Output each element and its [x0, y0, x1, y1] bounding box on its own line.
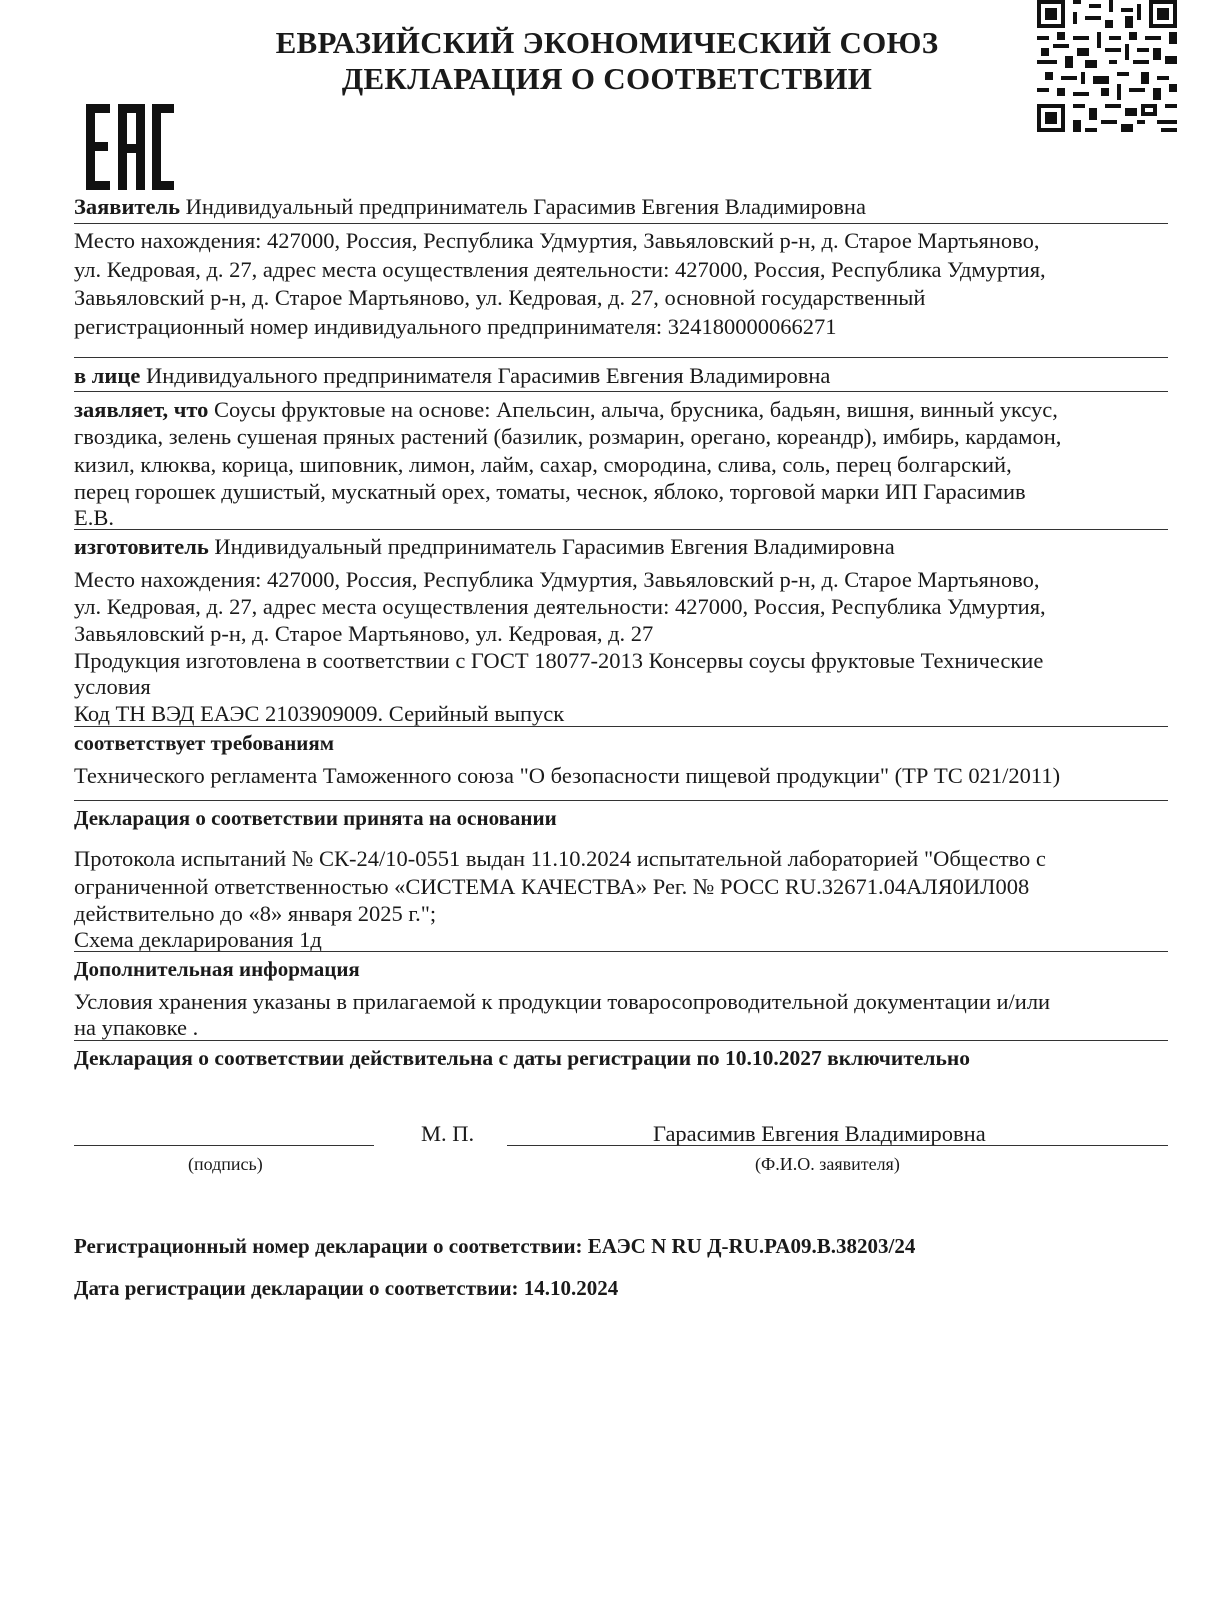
represented-by-label: в лице	[74, 363, 141, 388]
registration-number: Регистрационный номер декларации о соответствии: ЕАЭС N RU Д-RU.PA09.B.38203/24	[74, 1234, 916, 1258]
divider	[74, 357, 1168, 358]
header-line-2: ДЕКЛАРАЦИЯ О СООТВЕТСТВИИ	[341, 61, 873, 96]
represented-by-line	[74, 362, 830, 390]
name-line	[507, 1145, 1168, 1146]
manufacturer-line-5: условия	[74, 674, 151, 699]
additional-line-1: Условия хранения указаны в прилагаемой к продукции товаросопроводительной документации и/или	[74, 989, 1051, 1014]
registration-date: Дата регистрации декларации о соответствии: 14.10.2024	[74, 1276, 619, 1300]
signature-line	[74, 1145, 374, 1146]
divider	[74, 800, 1168, 801]
additional-line-2: на упаковке .	[74, 1015, 199, 1040]
basis-line-1: Протокола испытаний № СК-24/10-0551 выдан 11.10.2024 испытательной лабораторией "Общество с	[74, 846, 1046, 871]
applicant-value: Индивидуальный предприниматель Гарасимив Евгения Владимировна	[185, 194, 866, 219]
applicant-address-4: регистрационный номер индивидуального предпринимателя: 324180000066271	[74, 314, 837, 339]
conforms-label: соответствует требованиям	[74, 731, 335, 755]
divider	[74, 529, 1168, 530]
divider	[74, 223, 1168, 224]
applicant-address-3: Завьяловский р-н, д. Старое Мартьяново, ул. Кедровая, д. 27, основной государственный	[74, 285, 926, 310]
basis-line-3: действительно до «8» января 2025 г.";	[74, 901, 437, 926]
divider	[74, 1040, 1168, 1041]
stamp-label: М. П.	[421, 1121, 475, 1146]
basis-line-4: Схема декларирования 1д	[74, 927, 322, 952]
declares-value-1: Соусы фруктовые на основе: Апельсин, алыча, брусника, бадьян, вишня, винный уксус,	[214, 397, 1058, 422]
conforms-value: Технического регламента Таможенного союза "О безопасности пищевой продукции" (ТР ТС 021/2011)	[74, 763, 1061, 788]
manufacturer-line-2: ул. Кедровая, д. 27, адрес места осуществления деятельности: 427000, Россия, Республика Удмуртия,	[74, 594, 1046, 619]
name-caption: (Ф.И.О. заявителя)	[755, 1154, 900, 1174]
basis-label: Декларация о соответствии принята на основании	[74, 806, 557, 830]
signatory-name: Гарасимив Евгения Владимировна	[653, 1121, 986, 1146]
manufacturer-line-4: Продукция изготовлена в соответствии с ГОСТ 18077-2013 Консервы соусы фруктовые Технические	[74, 648, 1044, 673]
divider	[74, 726, 1168, 727]
basis-line-2: ограниченной ответственностью «СИСТЕМА КАЧЕСТВА» Рег. № РОСС RU.32671.04АЛЯ0ИЛ008	[74, 874, 1030, 899]
manufacturer-value: Индивидуальный предприниматель Гарасимив Евгения Владимировна	[214, 534, 895, 559]
declares-line-4: перец горошек душистый, мускатный орех, томаты, чеснок, яблоко, торговой марки ИП Гарасимив	[74, 479, 1026, 504]
declares-line-1	[74, 396, 1058, 424]
eac-logo-icon	[86, 104, 174, 190]
declares-line-2: гвоздика, зелень сушеная пряных растений (базилик, розмарин, орегано, кореандр), имбирь, кардамон,	[74, 424, 1062, 449]
applicant-line	[74, 193, 866, 221]
declares-label: заявляет, что	[74, 397, 209, 422]
divider	[74, 391, 1168, 392]
manufacturer-line-1: Место нахождения: 427000, Россия, Республика Удмуртия, Завьяловский р-н, д. Старое Мартьяново,	[74, 567, 1040, 592]
applicant-address-2: ул. Кедровая, д. 27, адрес места осуществления деятельности: 427000, Россия, Республика Удмуртия,	[74, 257, 1046, 282]
additional-label: Дополнительная информация	[74, 957, 360, 981]
manufacturer-label: изготовитель	[74, 534, 209, 559]
qr-code-icon	[1037, 0, 1177, 132]
declares-line-3: кизил, клюква, корица, шиповник, лимон, лайм, сахар, смородина, слива, соль, перец болгарский,	[74, 452, 1012, 477]
represented-by-value: Индивидуального предпринимателя Гарасимив Евгения Владимировна	[145, 363, 831, 388]
applicant-address-1: Место нахождения: 427000, Россия, Республика Удмуртия, Завьяловский р-н, д. Старое Мартьяново,	[74, 228, 1040, 253]
validity-statement: Декларация о соответствии действительна с даты регистрации по 10.10.2027 включительно	[74, 1046, 970, 1070]
manufacturer-line-6: Код ТН ВЭД ЕАЭС 2103909009. Серийный выпуск	[74, 701, 565, 726]
divider	[74, 951, 1168, 952]
manufacturer-line-3: Завьяловский р-н, д. Старое Мартьяново, ул. Кедровая, д. 27	[74, 621, 654, 646]
declares-line-5: Е.В.	[74, 505, 115, 530]
header-line-1: ЕВРАЗИЙСКИЙ ЭКОНОМИЧЕСКИЙ СОЮЗ	[275, 25, 939, 60]
manufacturer-line	[74, 533, 895, 561]
signature-caption: (подпись)	[188, 1154, 263, 1174]
applicant-label: Заявитель	[74, 194, 180, 219]
